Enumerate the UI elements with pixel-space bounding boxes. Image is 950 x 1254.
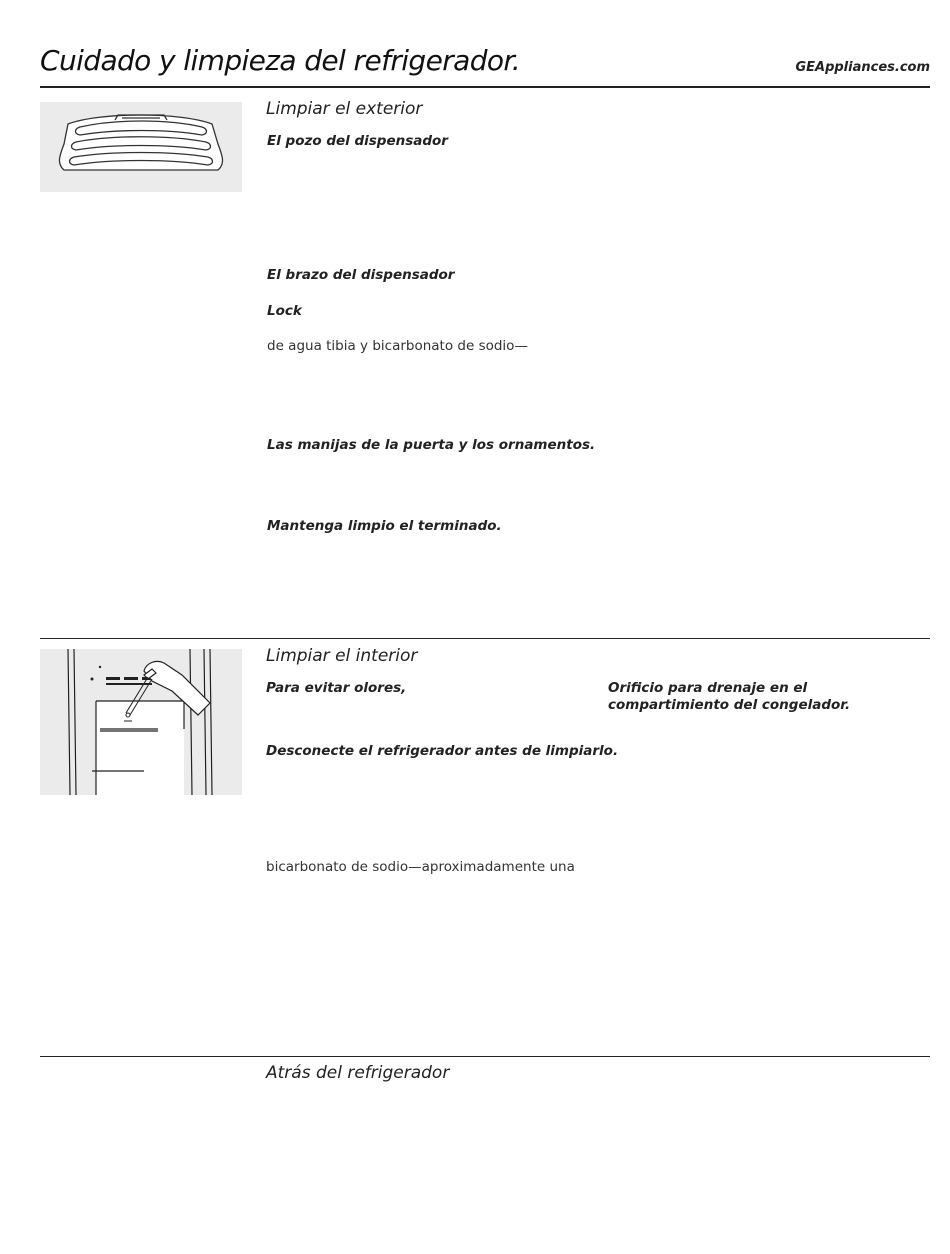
dispenser-arm-subheading: El brazo del dispensador [267, 267, 455, 283]
header-divider [40, 86, 930, 88]
section-divider [40, 1056, 930, 1057]
section-divider [40, 638, 930, 639]
drain-hole-subheading: Orificio para drenaje en el compartimiento del congelador. [608, 680, 851, 713]
interior-heading: Limpiar el interior [266, 646, 418, 666]
exterior-heading: Limpiar el exterior [266, 99, 423, 119]
exterior-baking-soda-text: de agua tibia y bicarbonato de sodio— [267, 338, 528, 354]
dispenser-tray-icon [40, 102, 242, 192]
avoid-odors-subheading: Para evitar olores, [266, 680, 407, 696]
back-heading: Atrás del refrigerador [266, 1063, 450, 1083]
keep-clean-subheading: Mantenga limpio el terminado. [267, 518, 502, 534]
dispenser-well-subheading: El pozo del dispensador [267, 133, 448, 149]
unplug-subheading: Desconecte el refrigerador antes de limpiarlo. [266, 743, 619, 759]
interior-baking-soda-text: bicarbonato de sodio—aproximadamente una [266, 859, 575, 875]
door-handles-subheading: Las manijas de la puerta y los ornamentos. [267, 437, 596, 453]
page-title: Cuidado y limpieza del refrigerador. [40, 44, 521, 77]
freezer-drain-icon [40, 649, 242, 795]
lock-label: Lock [267, 303, 302, 319]
website-link[interactable]: GEAppliances.com [795, 60, 930, 75]
